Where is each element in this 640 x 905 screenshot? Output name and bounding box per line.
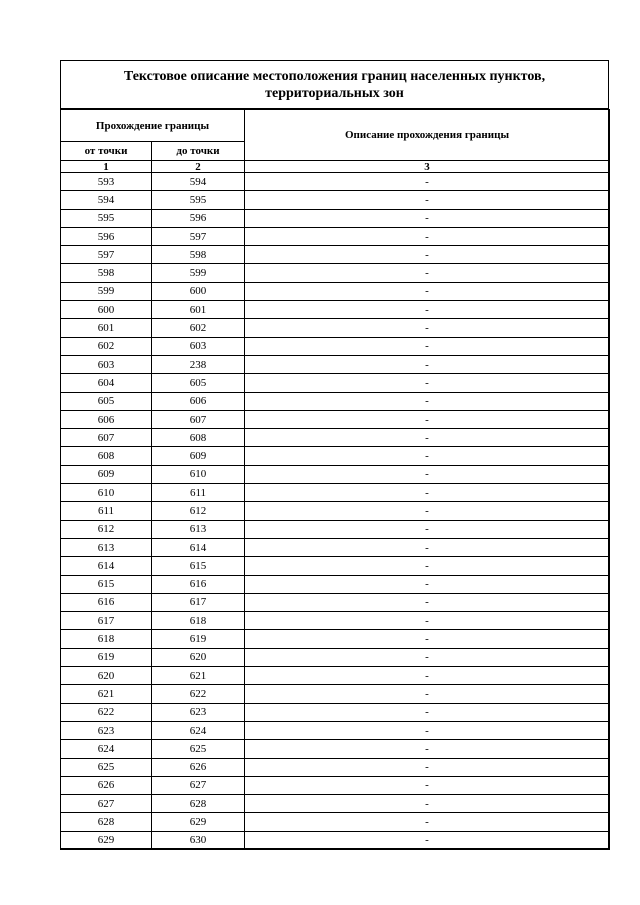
table-row [61,502,610,520]
cell-to: 615 [152,557,245,575]
table-row [61,758,610,776]
table-header [61,110,610,173]
cell-desc: - [245,209,610,227]
table-row [61,740,610,758]
table-row [61,630,610,648]
cell-to: 617 [152,593,245,611]
header-col1: 1 [61,161,152,173]
table-row [61,173,610,191]
cell-from: 603 [61,355,152,373]
header-description: Описание прохождения границы [245,110,610,161]
cell-to: 623 [152,703,245,721]
cell-desc: - [245,612,610,630]
cell-desc: - [245,813,610,831]
cell-from: 610 [61,484,152,502]
cell-to: 598 [152,246,245,264]
table-row [61,227,610,245]
cell-from: 619 [61,648,152,666]
cell-to: 605 [152,374,245,392]
table-row [61,484,610,502]
cell-from: 618 [61,630,152,648]
table-row [61,191,610,209]
cell-desc: - [245,557,610,575]
cell-from: 608 [61,447,152,465]
cell-from: 598 [61,264,152,282]
cell-from: 616 [61,593,152,611]
cell-from: 609 [61,465,152,483]
table-row [61,648,610,666]
table-row [61,429,610,447]
cell-from: 629 [61,831,152,849]
cell-from: 605 [61,392,152,410]
cell-from: 627 [61,795,152,813]
table-row [61,355,610,373]
cell-to: 621 [152,667,245,685]
table-row [61,795,610,813]
cell-to: 601 [152,301,245,319]
table-row [61,776,610,794]
cell-to: 606 [152,392,245,410]
table-row [61,813,610,831]
cell-from: 599 [61,282,152,300]
cell-to: 628 [152,795,245,813]
table-row [61,374,610,392]
cell-desc: - [245,593,610,611]
table-row [61,520,610,538]
cell-to: 614 [152,538,245,556]
cell-to: 600 [152,282,245,300]
cell-to: 603 [152,337,245,355]
header-from: от точки [61,142,152,161]
cell-desc: - [245,776,610,794]
cell-desc: - [245,319,610,337]
cell-desc: - [245,703,610,721]
cell-to: 624 [152,721,245,739]
document-frame [60,60,609,849]
cell-desc: - [245,667,610,685]
cell-to: 620 [152,648,245,666]
table-row [61,538,610,556]
cell-desc: - [245,575,610,593]
page-title: Текстовое описание местоположения границ населенных пунктов, территориальных зон [61,61,608,109]
cell-from: 615 [61,575,152,593]
cell-to: 626 [152,758,245,776]
cell-to: 595 [152,191,245,209]
cell-to: 629 [152,813,245,831]
cell-from: 624 [61,740,152,758]
table-row [61,593,610,611]
cell-desc: - [245,484,610,502]
cell-to: 597 [152,227,245,245]
table-row [61,612,610,630]
cell-from: 623 [61,721,152,739]
table-row [61,410,610,428]
cell-desc: - [245,374,610,392]
cell-to: 608 [152,429,245,447]
cell-to: 607 [152,410,245,428]
cell-from: 620 [61,667,152,685]
cell-desc: - [245,191,610,209]
cell-from: 597 [61,246,152,264]
cell-from: 602 [61,337,152,355]
cell-from: 593 [61,173,152,191]
cell-from: 604 [61,374,152,392]
cell-from: 628 [61,813,152,831]
table-row [61,465,610,483]
cell-from: 607 [61,429,152,447]
cell-from: 606 [61,410,152,428]
table-row [61,667,610,685]
cell-desc: - [245,429,610,447]
cell-desc: - [245,795,610,813]
table-row [61,392,610,410]
header-col3: 3 [245,161,610,173]
cell-desc: - [245,502,610,520]
cell-from: 621 [61,685,152,703]
cell-desc: - [245,538,610,556]
table-row [61,831,610,849]
cell-from: 613 [61,538,152,556]
cell-desc: - [245,648,610,666]
cell-desc: - [245,831,610,849]
table-row [61,721,610,739]
cell-from: 625 [61,758,152,776]
cell-desc: - [245,447,610,465]
cell-from: 617 [61,612,152,630]
header-col2: 2 [152,161,245,173]
cell-to: 618 [152,612,245,630]
table-row [61,209,610,227]
cell-from: 601 [61,319,152,337]
table-row [61,282,610,300]
cell-to: 611 [152,484,245,502]
header-to: до точки [152,142,245,161]
header-passage: Прохождение границы [61,110,245,142]
cell-desc: - [245,392,610,410]
cell-to: 622 [152,685,245,703]
cell-desc: - [245,264,610,282]
table-row [61,685,610,703]
cell-desc: - [245,410,610,428]
cell-to: 619 [152,630,245,648]
cell-desc: - [245,355,610,373]
cell-to: 596 [152,209,245,227]
cell-desc: - [245,740,610,758]
cell-desc: - [245,758,610,776]
cell-from: 622 [61,703,152,721]
cell-from: 594 [61,191,152,209]
cell-desc: - [245,721,610,739]
cell-from: 612 [61,520,152,538]
cell-from: 600 [61,301,152,319]
cell-desc: - [245,520,610,538]
cell-desc: - [245,173,610,191]
cell-desc: - [245,282,610,300]
cell-to: 627 [152,776,245,794]
table-row [61,575,610,593]
cell-to: 238 [152,355,245,373]
table-row [61,319,610,337]
cell-from: 595 [61,209,152,227]
cell-desc: - [245,301,610,319]
cell-desc: - [245,630,610,648]
cell-to: 612 [152,502,245,520]
cell-to: 609 [152,447,245,465]
cell-to: 610 [152,465,245,483]
cell-from: 614 [61,557,152,575]
cell-to: 616 [152,575,245,593]
boundary-table [60,109,610,850]
cell-desc: - [245,246,610,264]
cell-to: 594 [152,173,245,191]
cell-desc: - [245,465,610,483]
table-row [61,557,610,575]
cell-from: 611 [61,502,152,520]
cell-to: 625 [152,740,245,758]
cell-from: 596 [61,227,152,245]
table-row [61,264,610,282]
cell-to: 602 [152,319,245,337]
table-row [61,246,610,264]
table-row [61,337,610,355]
table-row [61,703,610,721]
cell-to: 599 [152,264,245,282]
cell-to: 613 [152,520,245,538]
table-body [61,173,610,850]
cell-to: 630 [152,831,245,849]
cell-from: 626 [61,776,152,794]
cell-desc: - [245,337,610,355]
cell-desc: - [245,227,610,245]
table-row [61,301,610,319]
table-row [61,447,610,465]
cell-desc: - [245,685,610,703]
